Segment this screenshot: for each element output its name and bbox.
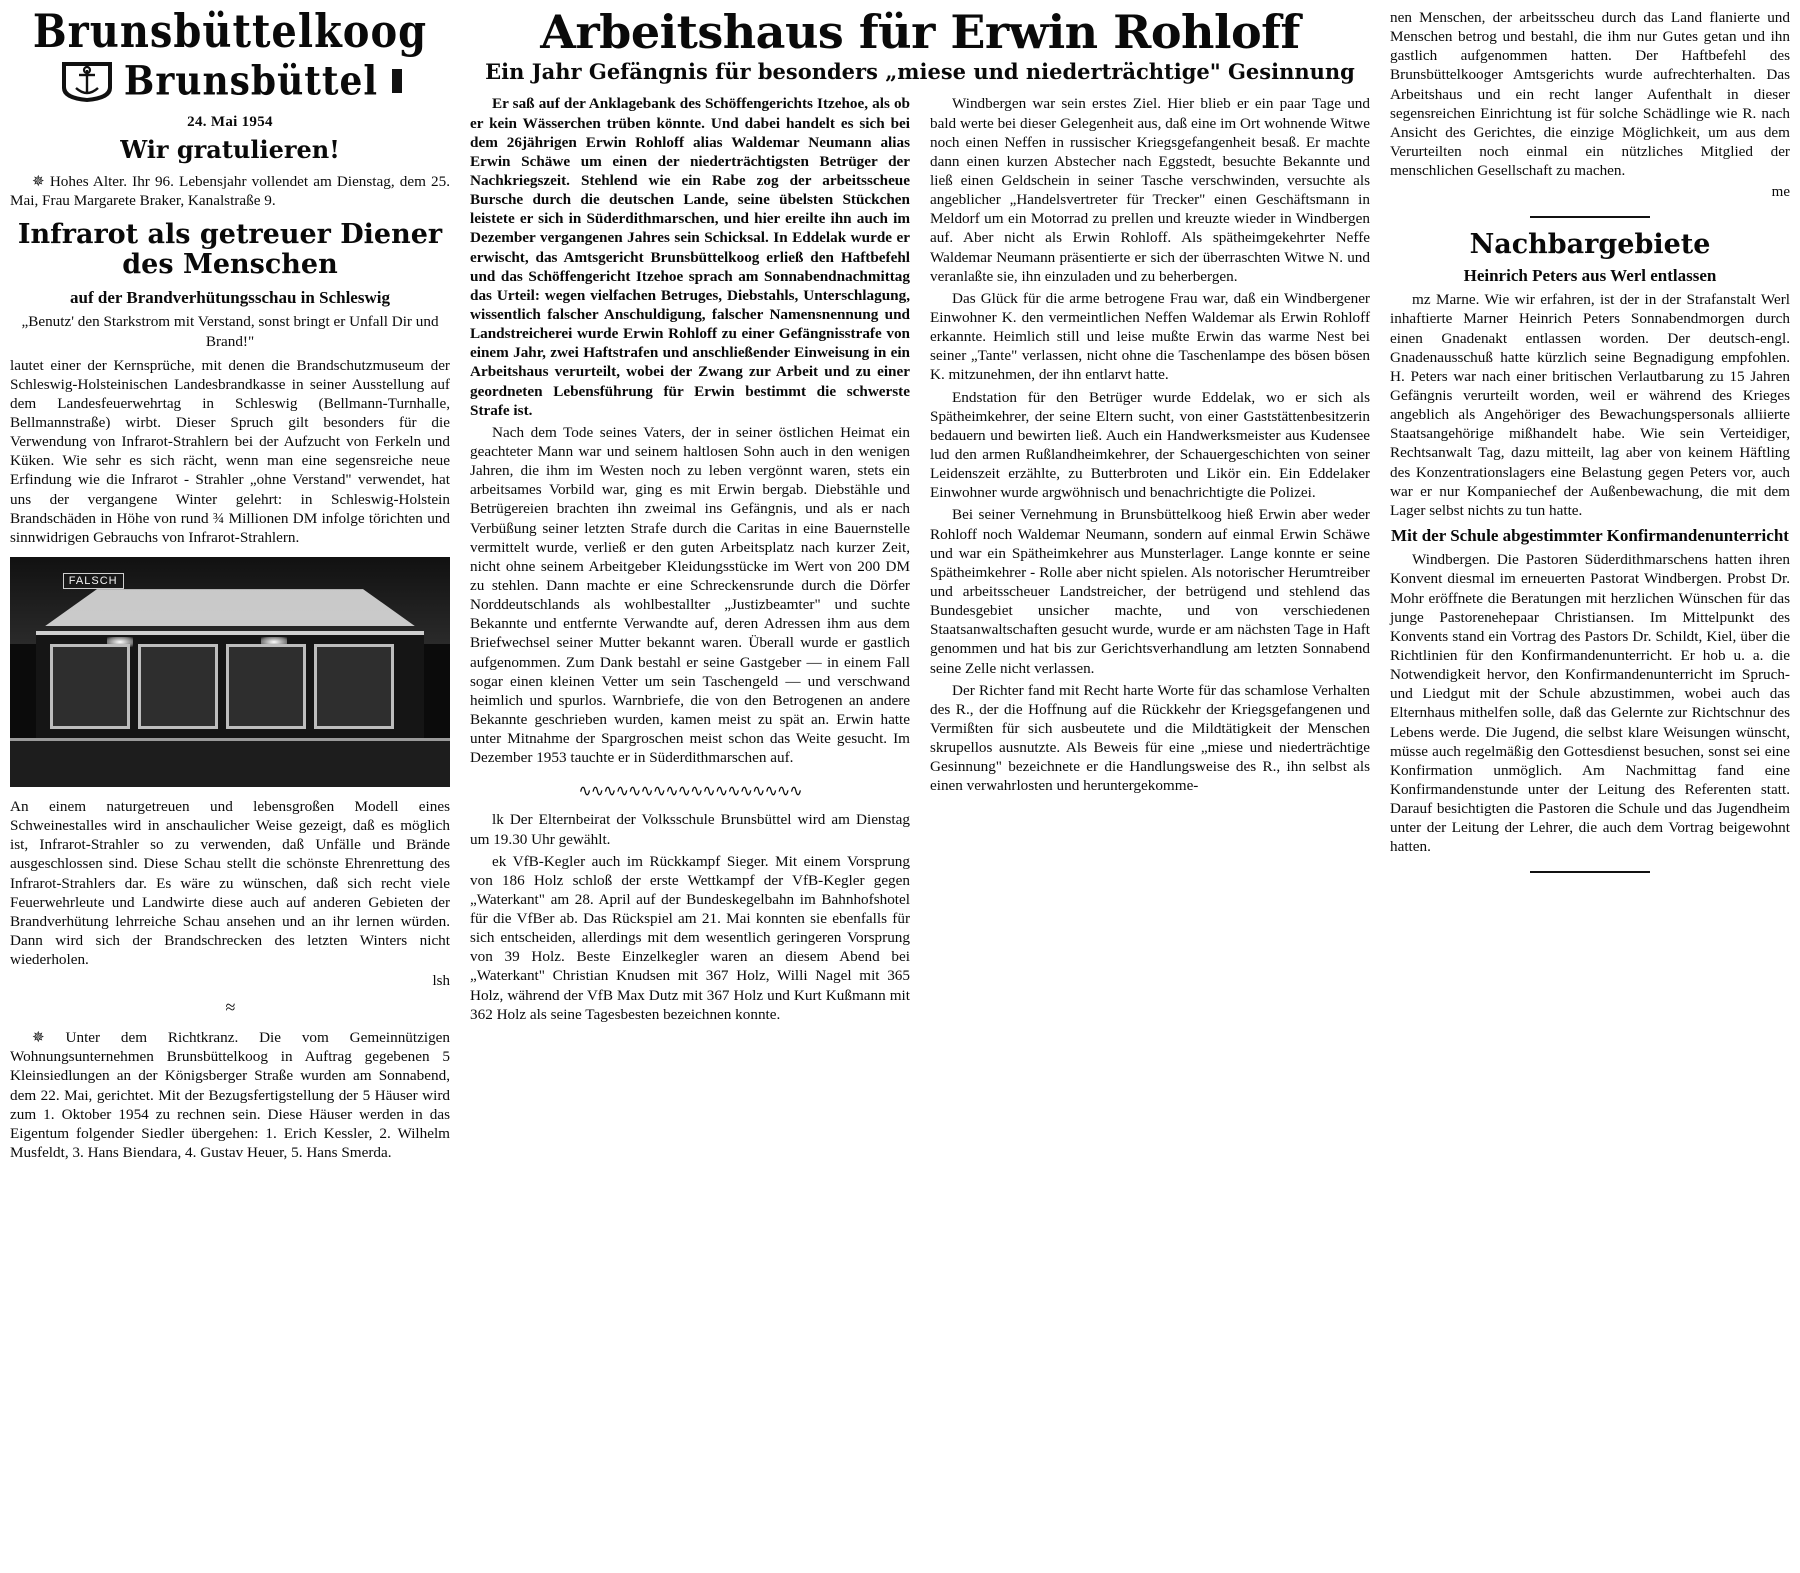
infrared-byline: lsh (432, 973, 450, 990)
elternbeirat-notice: lk Der Elternbeirat der Volksschule Brunsbüttel wird am Dienstag um 19.30 Uhr gewählt. (470, 811, 910, 848)
main-article-body (470, 94, 1370, 1026)
peters-subheading: Heinrich Peters aus Werl entlassen (1463, 265, 1717, 285)
photo-stall (314, 644, 395, 728)
article-paragraph-b3: Endstation für den Betrüger wurde Eddelak, wo er sich als Spätheimkehrer, der seine Eltern sucht, von einer Gaststättenbesitzerin bedauern und bewirten ließ. Auch ein Handwerksmeister aus Kudensee lud den armen Rußlandheimkehrer, der Schauergeschichten von seiner Leidenszeit erzählte, zu Butterbroten und Likör ein. Ein Eddelaker Einwohner wurde argwöhnisch und benachrichtigte die Polizei. (930, 388, 1370, 502)
column-center (470, 5, 1370, 1573)
anchor-coat-of-arms-icon (58, 58, 116, 104)
masthead-bar (392, 69, 402, 93)
peters-paragraph: mz Marne. Wie wir erfahren, ist der in der Strafanstalt Werl inhaftierte Marner Heinrich Peters Sonnabendmorgen durch einen Gnadenakt entlassen worden. Der deutsch-engl. Gnadenausschuß hatte kürzlich seine Begnadigung empfohlen. H. Peters war nach einer britischen Verlautbarung zu 15 Jahren Gefängnis verurteilt worden, weil er während des Krieges angeblich als Angehöriger des Bewachungspersonals alliierte Staatsangehörige mißhandelt habe. Wie sein Verteidiger, Rechtsanwalt Tag, dazu mitteilt, lag aber von keinem Häftling des Konzentrationslagers eine Belastung gegen Peters vor, auch war er nur Kompaniechef der Außenbewachung, die mit dem Lager selbst nichts zu tun hatte. (1390, 291, 1790, 519)
vfb-kegler-notice: ek VfB-Kegler auch im Rückkampf Sieger. Mit einem Vorsprung von 186 Holz schloß der erste Wettkampf der VfB-Kegler gegen „Waterkant" am 28. April auf der Bundeskegelbahn im Bahnhofshotel für die VfBer ab. Das Rückspiel am 21. Mai konnten sie ebenfalls für sich entscheiden, allerdings mit dem wesentlich geringeren Vorsprung von 39 Holz. Beste Einzelkegler waren an diesem Abend bei „Waterkant" Christian Knudsen mit 367 Holz, Willi Nagel mit 365 Holz, während der VfB Max Dutz mit 367 Holz und Kurt Kußmann mit 362 Holz als seine Tagesbesten bezeichnen konnte. (470, 852, 910, 1023)
paragraph-divider: ≈ (225, 997, 235, 1018)
congratulations-heading: Wir gratulieren! (120, 135, 340, 164)
article-paragraph-b1: Windbergen war sein erstes Ziel. Hier blieb er ein paar Tage und bald werte bei dieser Gelegenheit aus, daß eine im Ort wohnende Witwe noch einen Neffen in russischer Kriegsgefangenheit besaß. Er machte dann einen kurzen Abstecher nach Eggstedt, besuchte Bekannte und ließ einen Geldschein in seiner Tasche verschwinden, versuchte als angeblicher „Handelsvertreter für Trecker" einen Geschäftsmann in Meldorf um ein Motorrad zu prellen und kreuzte wieder in Windbergen auf. Aber nicht als Erwin Rohloff. Als spätheimgekehrter Neffe Waldemar Neumann präsentierte er sich der überraschten Witwe N. und veranlaßte sie, ihn einzuladen und zu beherbergen. (930, 95, 1370, 285)
konfirmanden-paragraph: Windbergen. Die Pastoren Süderdithmarschens hatten ihren Konvent diesmal im erneuerten Pastorat Windbergen. Probst Dr. Mohr eröffnete die Beratungen mit herzlichen Wünschen für das junge Pastorenehepaar Christiansen. Im Mittelpunkt des Konvents stand ein Vortrag des Pastors Dr. Schildt, Kiel, über die Richtlinien für den Konfirmandenunterricht. Er hob u. a. die Notwendigkeit hervor, den Konfirmandenunterricht im Spruch- und Liedgut mit der Schule abzustimmen, wobei auch das Elternhaus mithelfen solle, daß das Gelernte zur Richtschnur des Lebens werde. Die Jugend, die selbst klare Weisungen wünscht, müsse auch regelmäßig den Gottesdienst besuchen, sonst sei eine Konfirmation unmöglich. Am Nachmittag fand eine Konfirmandenstunde unter der Leitung des Referenten statt. Darauf besichtigten die Pastoren die Schule und das Jugendheim unter der Leitung der Lehrer, die auch dem Vortrag beigewohnt hatten. (1390, 551, 1790, 856)
masthead-title-secondary: Brunsbüttel (123, 57, 379, 105)
congratulations-body: ✵ Hohes Alter. Ihr 96. Lebensjahr vollendet am Dienstag, dem 25. Mai, Frau Margarete Braker, Kanalstraße 9. (10, 173, 450, 210)
photo-stall (138, 644, 219, 728)
article-paragraph-b2: Das Glück für die arme betrogene Frau war, daß ein Windbergener Einwohner K. den vermeintlichen Neffen Waldemar als Erwin Rohloff erkannte. Heimlich still und leise mußte Erwin das warme Nest bei seiner „Tante" verlassen, nicht ohne die Taschenlampe des bösen bösen K. mitzunehmen, der ihn entlarvt hatte. (930, 289, 1370, 384)
infrared-paragraph-2: An einem naturgetreuen und lebensgroßen Modell eines Schweinestalles wird in anschaulicher Weise gezeigt, daß es möglich ist, Infrarot-Strahler so zu verwenden, daß Unfälle und Brände ausgeschlossen sind. Diese Schau stellt die schönste Ehrenrettung des Infrarot-Strahlers dar. Es wäre zu wünschen, daß sich recht viele Feuerwehrleute und Landwirte diese auch auf anderen Gebieten der Brandverhütung lehrreiche Schau ansehen und an ihr lernen würden. Dann wird sich der Brandschrecken des letzten Winters nicht wiederholen. (10, 797, 450, 969)
article-paragraph-b5: Der Richter fand mit Recht harte Worte für das schamlose Verhalten des R., der die Hoffnung auf die Rückkehr der Kriegsgefangenen und Vermißten für sich ausbeutete und die Mildtätigkeit der Menschen skrupellos ausnutzte. Als Beweis für eine „miese und niederträchtige Gesinnung" bezeichnete er die Handlungsweise des R., ihn selbst als einen verwahrlosten und heruntergekomme- (930, 681, 1370, 795)
photo-stall (50, 644, 131, 728)
section-divider-bottom (1530, 871, 1650, 873)
article-subcolumn-b (930, 94, 1370, 1026)
masthead (10, 4, 450, 131)
section-divider (1530, 216, 1650, 218)
infrared-subheadline: auf der Brandverhütungsschau in Schleswig (70, 287, 390, 307)
wave-divider: ∿∿∿∿∿∿∿∿∿∿∿∿∿∿∿∿∿∿ (578, 781, 802, 801)
article-paragraph-a1: Er saß auf der Anklagebank des Schöffengerichts Itzehoe, als ob er kein Wässerchen trüben könnte. Und dabei handelt es sich bei dem 26jährigen Erwin Rohloff alias Waldemar Neumann alias Erwin Schäwe um einen der niederträchtigsten Betrüger der Nachkriegszeit. Stehlend wie ein Rabe zog der arbeitsscheue Bursche durch die deutschen Lande, seine übelsten Stückchen leistete er sich in Süderdithmarschen, und hier ereilte ihn auch im Dezember vergangenen Jahres sein Schicksal. In Eddelak wurde er erwischt, das Amtsgericht Brunsbüttelkoog erließ den Haftbefehl und das Schöffengericht Itzehoe sprach am Sonnabendnachmittag das Urteil: wegen vielfachen Betruges, Diebstahls, Unterschlagung, wissentlich falscher Anschuldigung, falscher Namensnennung und Landstreicherei wurde Erwin Rohloff zu einer Gefängnisstrafe von einem Jahr, zwei Haftstrafen und anschließender Einweisung in ein Arbeitshaus verurteilt, wobei der Zwang zur Arbeit und zu einer geordneten Lebensführung für Erwin bestimmt die schwerste Strafe ist. (470, 95, 910, 419)
masthead-secondary-row (10, 58, 450, 104)
main-headline: Arbeitshaus für Erwin Rohloff (540, 5, 1300, 59)
richtkranz-paragraph: ✵ Unter dem Richtkranz. Die vom Gemeinnützigen Wohnungsunternehmen Brunsbüttelkoog in Auftrag gegebenen 5 Kleinsiedlungen an der Königsberger Straße wurden am Sonnabend, dem 22. Mai, gerichtet. Mit der Bezugsfertigstellung der 5 Häuser wird zum 1. Oktober 1954 zu rechnen sein. Diese Häuser werden in das Eigentum folgender Siedler übergehen: 1. Erich Kessler, 2. Wilhelm Musfeldt, 3. Hans Biendara, 4. Gustav Heuer, 5. Hans Smerda. (10, 1029, 450, 1161)
photo-caption-label: FALSCH (63, 573, 124, 589)
main-subheadline: Ein Jahr Gefängnis für besonders „miese und niederträchtige" Gesinnung (485, 59, 1355, 85)
photo-roof (45, 589, 415, 626)
article-paragraph-a2: Nach dem Tode seines Vaters, der in seiner östlichen Heimat ein geachteter Mann war und seinem haltlosen Sohn auch in den wenigen Jahren, die ihm im Westen noch zu leben vergönnt waren, stets ein arbeitsames Vorbild war, ging es mit Erwin bergab. Diebstähle und Betrügereien brachten ihn zweimal ins Gefängnis, und als er nach Verbüßung seiner letzten Strafe durch die Caritas in eine Bauernstelle vermittelt wurde, verließ er den guten Arbeitsplatz nach kurzer Zeit, nicht ohne seinem Arbeitgeber Kleidungsstücke im Wert von 200 DM zu stehlen. Dann machte er eine Schreckensrunde durch die Dörfer Norddeutschlands als wohlbestallter „Justizbeamter" und suchte Bekannte und entfernte Verwandte auf, deren Adressen ihm aus dem Briefwechsel seiner Mutter bekannt waren. Überall wurde er gastlich aufgenommen. Zum Dank bestahl er seine Gastgeber — in einem Fall sogar einen kleinen Vetter um sein Taschengeld — und verschwand heimlich und spurlos. Warnbriefe, die von den Betrogenen an andere Bekannte geschrieben wurden, kamen meist zu spät an. Erwin hatte unter Mitnahme der Spargroschen meist schon das Weite gesucht. Im Dezember 1953 tauchte er in Süderdithmarschen auf. (470, 423, 910, 767)
pigsty-model-photo (10, 557, 450, 787)
photo-stall (226, 644, 307, 728)
article-paragraph-b4: Bei seiner Vernehmung in Brunsbüttelkoog hieß Erwin aber weder Rohloff noch Waldemar Neumann, sondern auf einmal Erwin Schäwe und war ein Spätheimkehrer aus Munsterlager. Lange konnte er seine Spätheimkehrer - Rolle aber nicht spielen. Als notorischer Herumtreiber und arbeitsscheuer Landstreicher, der betrügend und stehlend das Bundesgebiet unsicher machte, und von verschiedenen Staatsanwaltschaften gesucht wurde, wurde er am nächsten Tage in Haft genommen und hat bis zur Gerichtsverhandlung am letzten Sonnabend seine Zelle nicht verlassen. (930, 506, 1370, 677)
issue-date: 24. Mai 1954 (187, 114, 273, 130)
neighbor-regions-heading: Nachbargebiete (1469, 229, 1711, 261)
article-continuation-byline: me (1771, 184, 1790, 201)
photo-floor (10, 738, 450, 787)
infrared-headline: Infrarot als getreuer Diener des Menschen (17, 219, 443, 280)
konfirmanden-subheading: Mit der Schule abgestimmter Konfirmandenunterricht (1391, 525, 1789, 545)
infrared-paragraph-1: lautet einer der Kernsprüche, mit denen die Brandschutzmuseum der Schleswig-Holsteinischen Landesbrandkasse in seiner Ausstellung auf dem Landesfeuerwehrtag in Schleswig (Bellmann-Turnhalle, Bellmannstraße) wirbt. Dieser Spruch gilt besonders für die Verwendung von Infrarot-Strahlern bei der Aufzucht von Ferkeln und Küken. Wie sehr es sich rächt, wenn man eine segensreiche neue Erfindung wie die Infrarot - Strahler „ohne Verstand" verwendet, hat uns der vergangene Winter gelehrt: in Schleswig-Holstein Brandschäden in Höhe von rund ¾ Millionen DM infolge törichten und sinnwidrigen Gebrauchs von Infrarot-Strahlern. (10, 356, 450, 546)
column-left (10, 4, 450, 1573)
article-subcolumn-a (470, 94, 910, 1026)
article-continuation: nen Menschen, der arbeitsscheu durch das Land flanierte und Menschen betrog und bestahl, die ihm nur Gutes getan und ihn gastlich aufgenommen hatten. Der Haftbefehl des Brunsbüttelkooger Amtsgerichts wurde aufrechterhalten. Das Arbeitshaus und ein recht langer Aufenthalt in dieser segensreichen Einrichtung ist für solche Schädlinge wie R. nach Ansicht des Gerichtes, die einzige Möglichkeit, um aus dem Verurteilten noch einmal ein nützliches Mitglied der menschlichen Gesellschaft zu machen. (1390, 9, 1790, 180)
masthead-title-primary: Brunsbüttelkoog (32, 4, 428, 59)
column-right (1390, 8, 1790, 1573)
infrared-quote: „Benutz' den Starkstrom mit Verstand, sonst bringt er Unfall Dir und Brand!" (21, 313, 439, 350)
